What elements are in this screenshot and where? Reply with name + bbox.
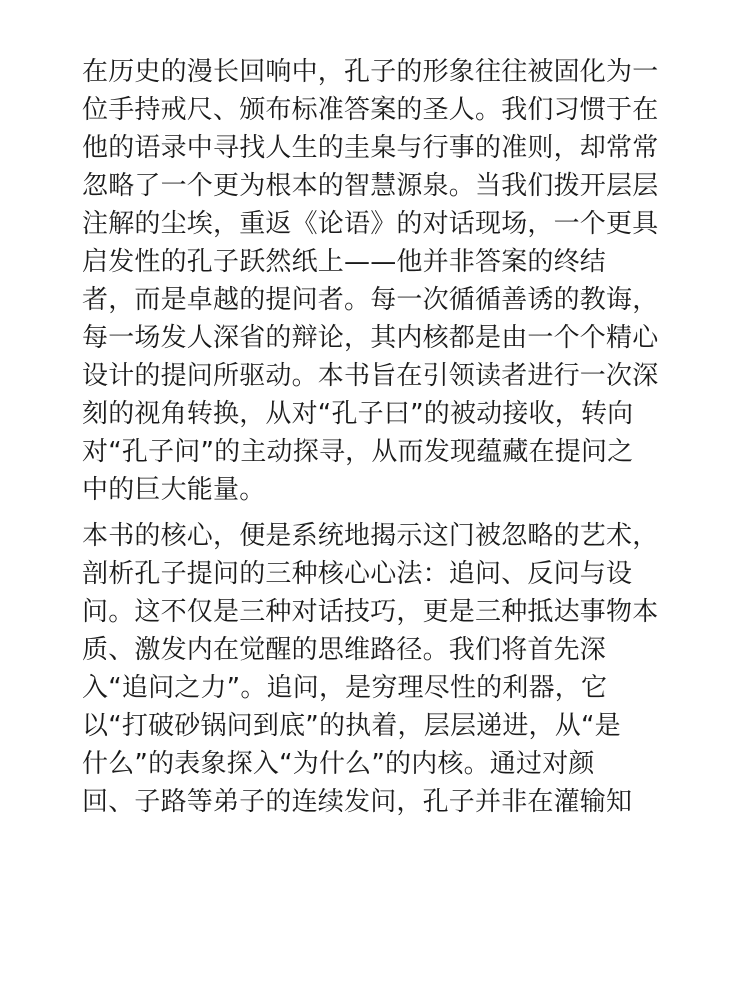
- paragraph-line: 者，而是卓越的提问者。每一次循循善诱的教诲，: [82, 285, 659, 315]
- paragraph-line: 对“孔子问”的主动探寻，从而发现蕴藏在提问之: [82, 437, 634, 467]
- paragraph-line: 位手持戒尺、颁布标准答案的圣人。我们习惯于在: [82, 95, 659, 125]
- paragraph-line: 中的巨大能量。: [82, 475, 266, 505]
- paragraph-line: 启发性的孔子跃然纸上——他并非答案的终结: [82, 247, 607, 277]
- paragraph-line: 问。这不仅是三种对话技巧，更是三种抵达事物本: [82, 597, 659, 627]
- paragraph-line: 刻的视角转换，从对“孔子曰”的被动接收，转向: [82, 399, 634, 429]
- paragraph-line: 他的语录中寻找人生的圭臬与行事的准则，却常常: [82, 133, 659, 163]
- paragraph-line: 忽略了一个更为根本的智慧源泉。当我们拨开层层: [82, 171, 659, 201]
- paragraph-line: 注解的尘埃，重返《论语》的对话现场，一个更具: [82, 209, 659, 239]
- paragraph-line: 每一场发人深省的辩论，其内核都是由一个个精心: [82, 323, 659, 353]
- paragraph-line: 以“打破砂锅问到底”的执着，层层递进，从“是: [82, 711, 621, 741]
- paragraph-line: 本书的核心，便是系统地揭示这门被忽略的艺术，: [82, 521, 659, 551]
- paragraph-line: 设计的提问所驱动。本书旨在引领读者进行一次深: [82, 361, 659, 391]
- paragraph-line: 质、激发内在觉醒的思维路径。我们将首先深: [82, 635, 607, 665]
- paragraph-line: 剖析孔子提问的三种核心心法：追问、反问与设: [82, 559, 633, 589]
- paragraph-line: 回、子路等弟子的连续发问，孔子并非在灌输知: [82, 787, 633, 817]
- paragraph-line: 在历史的漫长回响中，孔子的形象往往被固化为一: [82, 57, 659, 87]
- paragraph-line: 什么”的表象探入“为什么”的内核。通过对颜: [82, 749, 595, 779]
- paragraph-line: 入“追问之力”。追问，是穷理尽性的利器，它: [82, 673, 608, 703]
